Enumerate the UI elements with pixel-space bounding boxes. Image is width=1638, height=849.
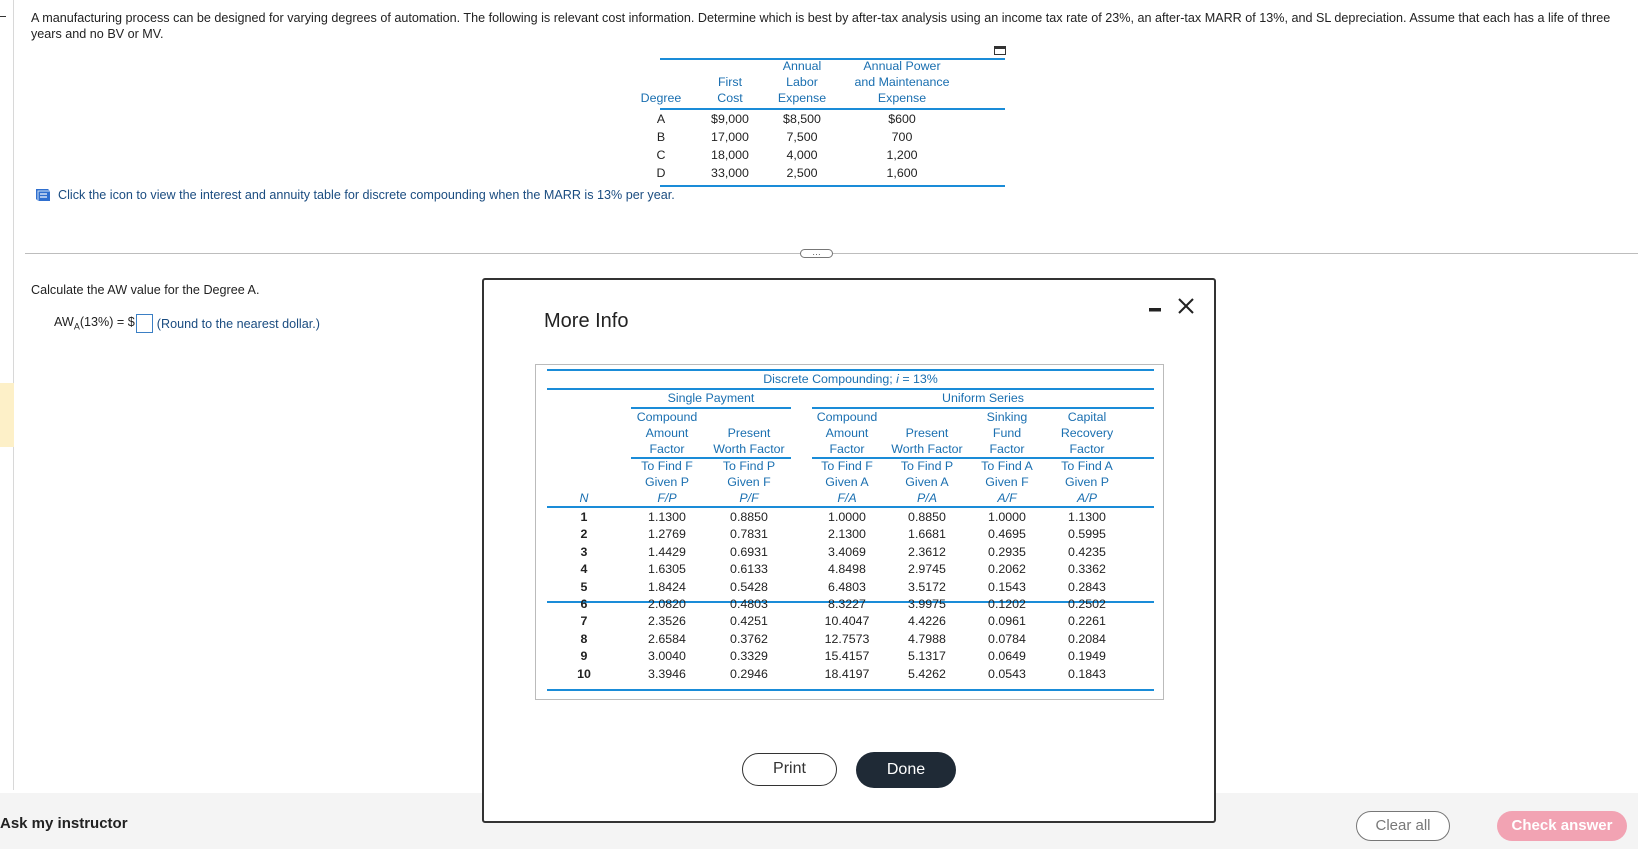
factor-value: 1.8424 [648,579,686,594]
factor-value: 0.0961 [988,614,1026,629]
cost-cell: $9,000 [711,112,749,126]
period-number: 10 [577,666,591,681]
factor-name-line: Sinking [986,410,1028,424]
factor-value: 3.4069 [828,544,866,559]
find-line: To Find P [722,459,776,473]
cost-header-line: Expense [877,91,927,105]
factor-value: 4.7988 [908,631,946,646]
more-info-dialog [482,278,1216,823]
factor-value: 1.1300 [1068,510,1106,524]
factor-value: 0.2843 [1068,579,1106,594]
cost-cell: 17,000 [711,130,749,144]
cost-cell: 4,000 [786,148,818,162]
factor-value: 0.2084 [1068,631,1106,646]
factor-value: 0.2062 [988,562,1026,577]
cost-column-header [841,58,963,106]
cost-cell: 1,600 [886,166,918,180]
factor-value: 12.7573 [824,631,870,646]
factor-name-header [1046,409,1128,457]
interest-table-link-text[interactable]: Click the icon to view the interest and annuity table for discrete compounding when the MARR is 13% per year. [58,188,675,202]
cost-header-line: Expense [777,91,827,105]
factor-value: 0.2261 [1068,614,1106,629]
find-line: F/P [657,491,677,505]
factor-name-line: Present [905,426,949,440]
ask-instructor-link[interactable]: Ask my instructor [0,815,128,832]
cost-cell: $8,500 [783,112,821,126]
find-line: To Find F [641,459,693,473]
factor-value: 2.0820 [648,597,686,611]
find-line: To Find F [821,459,873,473]
cost-header-line: Labor [786,75,818,89]
factor-value: 15.4157 [824,649,870,664]
cost-cell: 1,200 [886,148,918,162]
factor-value: 0.4235 [1068,544,1106,559]
dialog-title: More Info [544,310,629,332]
factor-name-line: Worth Factor [891,442,963,456]
factor-name-line: Worth Factor [713,442,785,456]
cost-header-line: and Maintenance [854,75,950,89]
rounding-note: (Round to the nearest dollar.) [156,316,320,331]
factor-value: 0.3329 [730,649,768,664]
factor-value: 0.8850 [730,510,768,524]
cost-cell: A [656,112,666,126]
find-given-header [708,458,790,506]
factor-name-line: Factor [649,442,685,456]
check-answer-button[interactable]: Check answer [1497,811,1627,841]
factor-value: 0.3362 [1068,562,1106,577]
cost-cell: 2,500 [786,166,818,180]
find-line: Given A [905,475,949,489]
factor-value: 2.1300 [828,527,866,542]
period-number: 8 [580,631,588,646]
factor-value: 0.3762 [730,631,768,646]
find-given-header [806,458,888,506]
factor-name-line: Amount [645,426,689,440]
factor-value: 0.5428 [730,579,768,594]
minimize-icon[interactable] [1148,304,1162,314]
factor-value: 1.1300 [648,510,686,524]
period-number: 1 [580,510,588,524]
period-number: 4 [580,562,588,577]
factor-value: 18.4197 [824,666,870,681]
find-line: Given P [644,475,690,489]
period-number: 6 [580,597,588,611]
cost-cell: $600 [888,112,916,126]
find-given-header [886,458,968,506]
cost-cell: C [656,148,666,162]
factor-name-line: Compound [816,410,878,424]
cost-cell: D [656,166,666,180]
factor-name-line: Compound [636,410,698,424]
expand-ellipsis-button[interactable]: … [800,249,833,258]
factor-name-line: Factor [989,442,1025,456]
done-button[interactable]: Done [856,752,956,788]
print-button[interactable]: Print [742,753,837,786]
factor-value: 0.8850 [908,510,946,524]
find-given-header [1046,458,1128,506]
factor-value: 0.4803 [730,597,768,611]
find-line: A/P [1077,491,1097,505]
factor-value: 0.0784 [988,631,1026,646]
clear-all-button[interactable]: Clear all [1356,811,1450,841]
factor-value: 2.9745 [908,562,946,577]
find-line: To Find A [981,459,1033,473]
factor-value: 2.3526 [648,614,686,629]
factor-name-header [806,409,888,457]
factor-value: 1.0000 [988,510,1026,524]
factor-value: 0.0543 [988,666,1026,681]
cost-cell: 7,500 [786,130,818,144]
factor-value: 0.1543 [988,579,1026,594]
find-line: To Find P [900,459,954,473]
factor-value: 0.6133 [730,562,768,577]
factor-value: 3.0040 [648,649,686,664]
factor-value: 6.4803 [828,579,866,594]
period-number: 3 [580,544,588,559]
factor-name-line: Present [727,426,771,440]
factor-value: 10.4047 [824,614,870,629]
factor-name-header [886,425,968,457]
factor-value: 8.3227 [828,597,866,611]
period-number: 5 [580,579,588,594]
table-title: Discrete Compounding; i = 13% [763,372,938,386]
factor-value: 0.4251 [730,614,768,629]
find-line: F/A [837,491,857,505]
find-line: A/F [997,491,1017,505]
cost-header-line: Cost [717,91,743,105]
cost-table-bottom-rule [660,185,1005,187]
cost-header-line: Degree [640,91,682,105]
factor-value: 1.6681 [908,527,946,542]
single-payment-header: Single Payment [667,391,755,405]
period-number: 2 [580,527,588,542]
factor-name-line: Factor [829,442,865,456]
factor-value: 0.2502 [1068,597,1106,611]
factor-value: 2.6584 [648,631,686,646]
cost-header-line: Annual Power [863,59,941,73]
factor-value: 1.2769 [648,527,686,542]
find-given-header [626,458,708,506]
cost-column-header [772,58,832,106]
factor-name-line: Factor [1069,442,1105,456]
find-line: Given P [1064,475,1110,489]
factor-name-line: Fund [992,426,1022,440]
cost-cell: 18,000 [711,148,749,162]
factor-value: 4.4226 [908,614,946,629]
find-line: Given A [825,475,869,489]
find-line: P/A [917,491,937,505]
factor-value: 5.1317 [908,649,946,664]
factor-name-header [708,425,790,457]
answer-label: $AW_A(13\%)$ = $ [54,315,135,332]
cost-column-header [702,74,758,106]
period-number: 9 [580,649,588,664]
interest-table-link[interactable] [34,187,675,203]
table-bottom-rule [547,689,1154,691]
factor-value: 5.4262 [908,666,946,681]
problem-statement: A manufacturing process can be designed for varying degrees of automation. The following is relevant cost information. Determine which is best by after-tax analysis using an income tax rate of 23%, an after-tax MARR of 13%, and SL depreciation. Assume that each has a life of three years and no BV or MV. [31,11,1611,41]
factor-value: 0.7831 [730,527,768,542]
cost-header-line: First [717,75,743,89]
book-icon[interactable] [34,187,52,203]
find-line: P/F [739,491,759,505]
n-column-header: N [579,491,589,505]
cost-cell: B [656,130,666,144]
factor-value: 0.2946 [730,666,768,681]
factor-value: 0.1202 [988,597,1026,611]
cost-cell: 33,000 [711,166,749,180]
factor-name-header [966,409,1048,457]
factor-name-line: Recovery [1060,426,1114,440]
find-line: Given F [727,475,771,489]
factor-value: 1.4429 [648,544,686,559]
close-icon[interactable] [1177,297,1195,315]
find-given-header [966,458,1048,506]
period-number: 7 [580,614,588,629]
factor-name-header [626,409,708,457]
open-external-icon[interactable] [994,46,1006,55]
factor-value: 3.9975 [908,597,946,611]
factor-value: 0.1949 [1068,649,1106,664]
factor-value: 1.0000 [828,510,866,524]
factor-value: 0.2935 [988,544,1026,559]
factor-value: 0.5995 [1068,527,1106,542]
cost-cell: 700 [891,130,913,144]
uniform-series-header: Uniform Series [942,391,1024,405]
find-line: Given F [985,475,1029,489]
answer-input[interactable] [136,314,153,333]
factor-value: 4.8498 [828,562,866,577]
cost-header-line: Annual [782,59,822,73]
factor-name-line: Capital [1067,410,1107,424]
question-text: Calculate the AW value for the Degree A. [31,283,260,297]
factor-value: 2.3612 [908,544,946,559]
factor-value: 3.5172 [908,579,946,594]
left-dash-mark [0,16,6,17]
cost-column-header [640,90,682,106]
find-line: To Find A [1061,459,1113,473]
left-highlight-tab [0,383,14,447]
factor-value: 0.0649 [988,649,1026,664]
factor-value: 0.1843 [1068,666,1106,681]
factor-value: 3.3946 [648,666,686,681]
factor-value: 1.6305 [648,562,686,577]
factor-value: 0.4695 [988,527,1026,542]
factor-name-line: Amount [825,426,869,440]
interest-factor-table [535,364,1164,700]
answer-line [54,314,320,333]
factor-value: 0.6931 [730,544,768,559]
